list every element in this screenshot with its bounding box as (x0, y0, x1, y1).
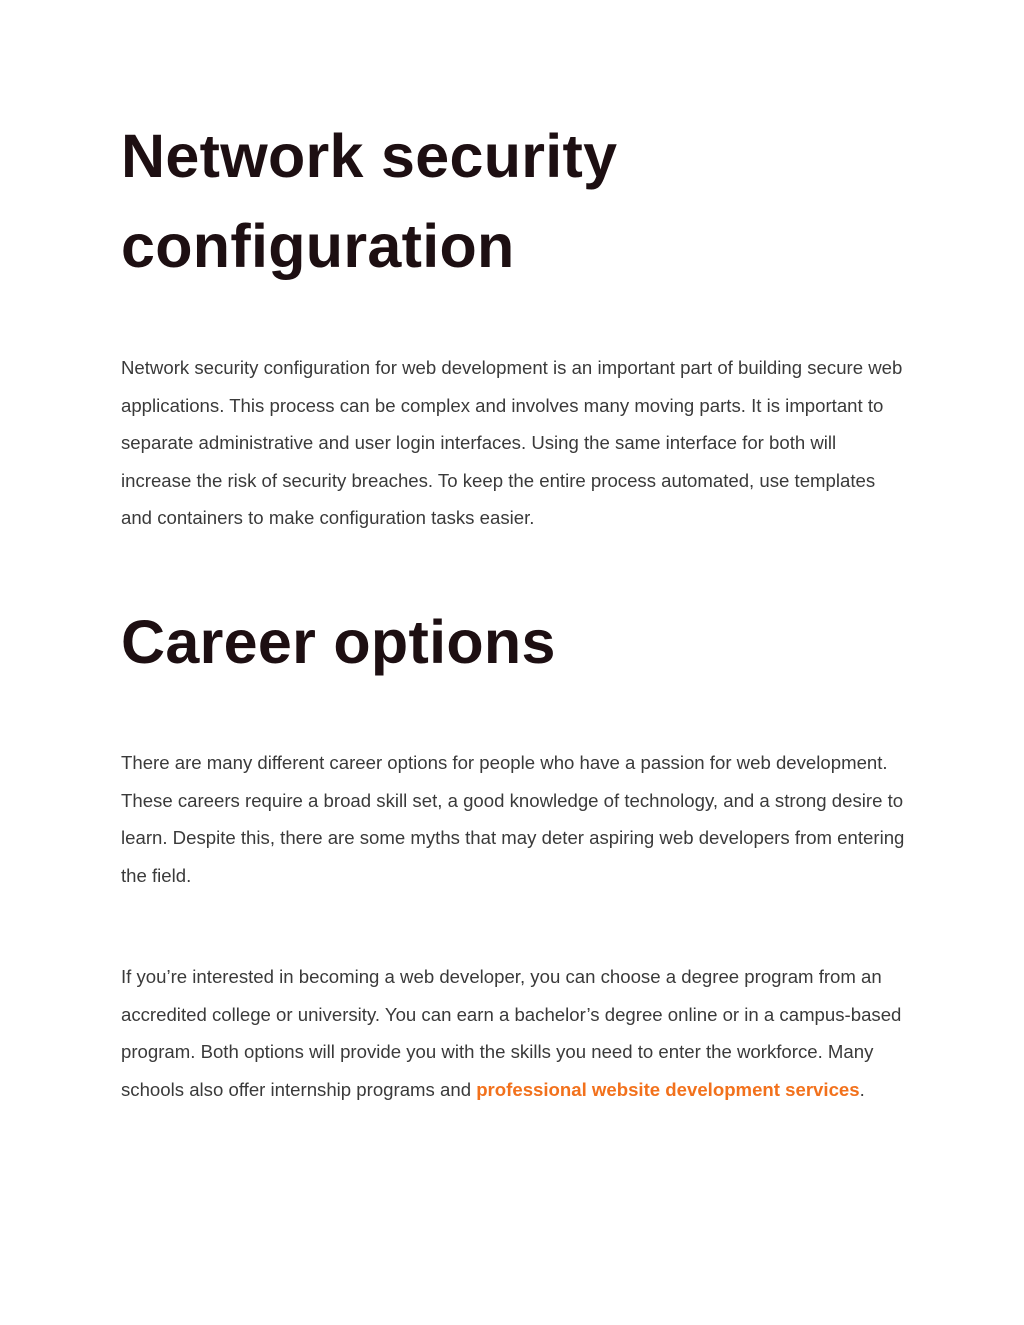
section-heading-network-security: Network security configuration (121, 122, 618, 280)
paragraph-network-security: Network security configuration for web development is an important part of building secure web applications. This process can be complex and involves many moving parts. It is important to separate administrative and user login interfaces. Using the same interface for both will increase the risk of security breaches. To keep the entire process automated, use templates and containers to make configuration tasks easier. (121, 357, 903, 528)
paragraph-career-options-2-end: . (859, 1078, 865, 1100)
paragraph-career-options-2 (121, 958, 906, 1108)
paragraph-career-options-1: There are many different career options for people who have a passion for web development. These careers require a broad skill set, a good knowledge of technology, and a strong desire to learn. Despite this, there are some myths that may deter aspiring web developers from entering the field. (121, 752, 905, 886)
section-heading-career-options: Career options (121, 608, 556, 676)
paragraph-career-options-2-text: If you’re interested in becoming a web developer, you can choose a degree program from an accredited college or university. You can earn a bachelor’s degree online or in a campus-based program. Both options will provide you with the skills you need to enter the workforce. Many schools also offer internship programs and (121, 966, 902, 1100)
professional-website-development-services-link[interactable]: professional website development services (476, 1078, 860, 1100)
